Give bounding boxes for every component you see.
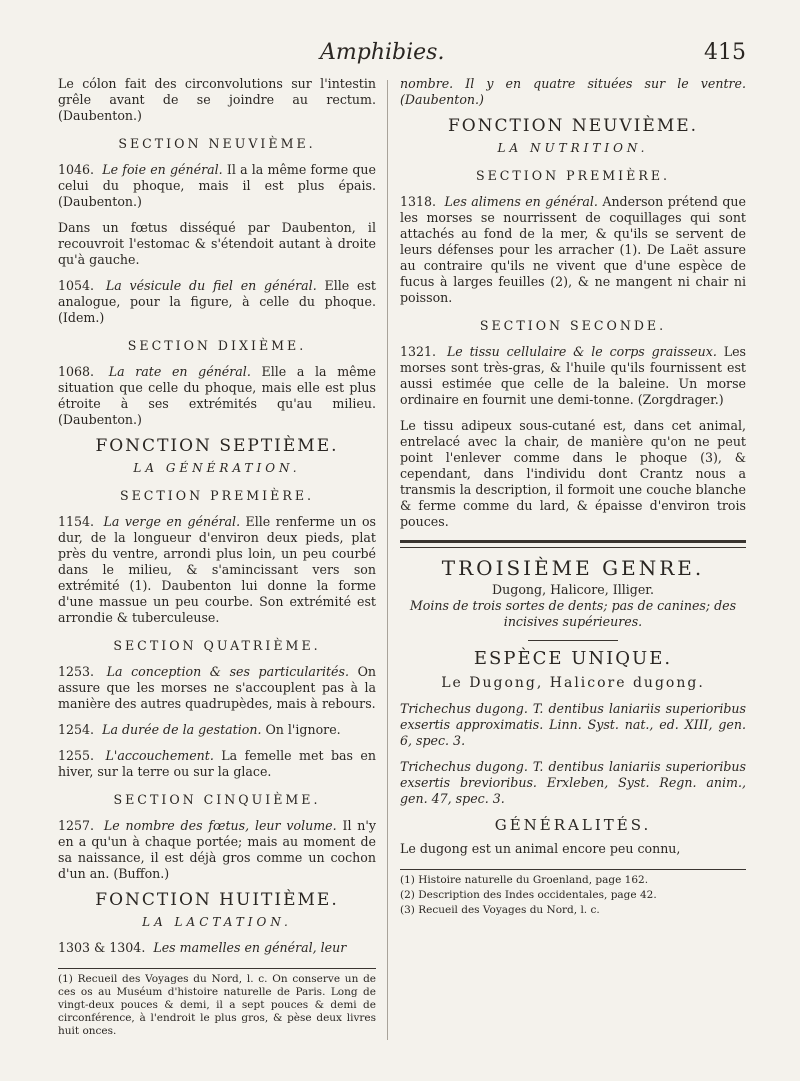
genre-rule-thick xyxy=(400,540,746,543)
footnote: (2) Description des Indes occidentales, page 42. xyxy=(400,889,657,901)
entry-number: 1253. xyxy=(58,664,95,679)
genre-heading: TROISIÈME GENRE. xyxy=(441,556,705,580)
section-heading-neuvieme: SECTION NEUVIÈME. xyxy=(118,136,316,151)
section-heading-cinquieme: SECTION CINQUIÈME. xyxy=(113,792,321,807)
running-title: Amphibies. xyxy=(320,40,445,65)
section-heading-premiere: SECTION PREMIÈRE. xyxy=(475,168,671,183)
paragraph-dugong: Le dugong est un animal encore peu connu, xyxy=(400,841,681,856)
genre-rule-thin xyxy=(400,547,746,548)
fonction-heading-huitieme: FONCTION HUITIÈME. xyxy=(95,890,339,910)
paragraph-tissu: Le tissu adipeux sous-cutané est, dans cet animal, entrelacé avec la chair, de manière qu'on ne peut point l'enlever comme dans le phoque (3), & cependant, dans l'individu dont Crantz nous a transmis la description, il formoit une couche blanche & ferme comme du lard, & épaisse d'environ trois pouces. xyxy=(400,418,746,529)
fonction-subheading-lactation: LA LACTATION. xyxy=(142,915,292,929)
section-heading-seconde: SECTION SECONDE. xyxy=(479,318,667,333)
column-divider xyxy=(387,80,388,1040)
entry-number: 1154. xyxy=(58,514,95,529)
fonction-heading-neuvieme: FONCTION NEUVIÈME. xyxy=(447,116,699,136)
entry-1321 xyxy=(400,344,746,408)
entry-title: La durée de la gestation. xyxy=(102,722,262,737)
entry-title: Les mamelles en général, leur xyxy=(153,940,347,955)
footnote: (3) Recueil des Voyages du Nord, l. c. xyxy=(400,904,600,916)
page-header xyxy=(0,40,800,70)
section-heading-dixieme: SECTION DIXIÈME. xyxy=(127,338,307,353)
ornament-rule xyxy=(528,640,618,641)
entry-title: Le nombre des fœtus, leur volume. xyxy=(103,818,337,833)
entry-text: Il a la même forme que celui du phoque, mais il est plus épais. (Daubenton.) xyxy=(58,162,376,209)
fonction-subheading-nutrition: LA NUTRITION. xyxy=(497,141,649,155)
left-column xyxy=(58,76,376,1040)
entry-title: La rate en général. xyxy=(108,364,251,379)
entry-text: On l'ignore. xyxy=(265,722,341,737)
entry-number: 1068. xyxy=(58,364,95,379)
entry-number: 1257. xyxy=(58,818,95,833)
entry-title: La vésicule du fiel en général. xyxy=(105,278,317,293)
entry-title: La conception & ses particularités. xyxy=(106,664,349,679)
entry-text: Il n'y en a qu'un à chaque portée; mais au moment de sa naissance, il est déjà gros comme un cochon d'un an. (Buffon.) xyxy=(58,818,376,881)
entry-title: La verge en général. xyxy=(103,514,241,529)
genre-name: Dugong, Halicore, Illiger. xyxy=(492,582,654,597)
entry-title: Le foie en général. xyxy=(102,162,223,177)
entry-text: La femelle met bas en hiver, sur la terre ou sur la glace. xyxy=(58,748,376,779)
entry-1154 xyxy=(58,514,376,626)
entry-title: Le tissu cellulaire & le corps graisseux. xyxy=(446,344,717,359)
entry-1318 xyxy=(400,194,746,306)
entry-number: 1046. xyxy=(58,162,95,177)
entry-text: Les morses sont très-gras, & l'huile qu'ils fournissent est aussi estimée que celle de la baleine. Un morse ordinaire en fournit une demi-tonne. (Zorgdrager.) xyxy=(400,344,746,407)
entry-text: On assure que les morses ne s'accouplent pas à la manière des autres quadrupèdes, mais à rebours. xyxy=(58,664,376,711)
fonction-subheading-generation: LA GÉNÉRATION. xyxy=(133,461,301,475)
footnote: (1) Recueil des Voyages du Nord, l. c. On conserve un de ces os au Muséum d'histoire naturelle de Paris. Long de vingt-deux pouces & demi, il a sept pouces & demi de circonférence, à l'endroit le plus gros, & pèse deux livres huit onces. xyxy=(58,973,376,1037)
entry-number: 1254. xyxy=(58,722,95,737)
entry-1054 xyxy=(58,278,376,326)
fonction-heading-septieme: FONCTION SEPTIÈME. xyxy=(95,436,339,456)
page-number: 415 xyxy=(704,40,746,65)
footnotes-left xyxy=(58,973,376,1038)
entry-number: 1318. xyxy=(400,194,437,209)
entry-1046 xyxy=(58,162,376,210)
section-heading-premiere: SECTION PREMIÈRE. xyxy=(119,488,315,503)
entry-1254 xyxy=(58,722,376,738)
entry-number: 1255. xyxy=(58,748,95,763)
entry-text: Anderson prétend que les morses se nourrissent de coquillages qui sont attachés au fond de la mer, & qu'ils se servent de leurs défenses pour les arracher (1). De Laët assure au contraire qu'ils ne vivent que d'une espèce de fucus à larges feuilles (2), & ne mangent ni chair ni poisson. xyxy=(400,194,746,305)
generalites-heading: GÉNÉRALITÉS. xyxy=(494,816,652,834)
entry-number: 1321. xyxy=(400,344,437,359)
right-column xyxy=(400,76,746,919)
entry-title: L'accouchement. xyxy=(105,748,214,763)
paragraph-nombre: nombre. Il y en quatre situées sur le ventre. (Daubenton.) xyxy=(400,76,746,107)
footnote-rule xyxy=(400,869,746,870)
entry-1255 xyxy=(58,748,376,780)
entry-1303 xyxy=(58,940,376,956)
species-name: Le Dugong, Halicore dugong. xyxy=(441,675,705,691)
entry-text: Elle a la même situation que celle du phoque, mais elle est plus étroite à ses extrémités qu'au milieu. (Daubenton.) xyxy=(58,364,377,427)
entry-text: Elle renferme un os dur, de la longueur d'environ deux pieds, plat près du ventre, arrondi plus loin, un peu courbé dans le milieu, & s'amincissant vers son extrémité (1). Daubenton lui donne la forme d'une massue un peu courbe. Son extrémité est arrondie & tuberculeuse. xyxy=(58,514,376,625)
espece-heading: ESPÈCE UNIQUE. xyxy=(473,648,673,669)
entry-number: 1303 & 1304. xyxy=(58,940,146,955)
entry-1068 xyxy=(58,364,376,428)
footnote-rule xyxy=(58,968,376,969)
entry-1257 xyxy=(58,818,376,882)
section-heading-quatrieme: SECTION QUATRIÈME. xyxy=(113,638,321,653)
genre-diagnosis: Moins de trois sortes de dents; pas de canines; des incisives supérieures. xyxy=(409,598,737,629)
entry-text: Elle est analogue, pour la figure, à celle du phoque. (Idem.) xyxy=(58,278,376,325)
synonymy-erxleben: Trichechus dugong. T. dentibus laniariis superioribus exsertis brevioribus. Erxleben, Syst. Regn. anim., gen. 47, spec. 3. xyxy=(400,759,746,806)
entry-number: 1054. xyxy=(58,278,95,293)
footnote: (1) Histoire naturelle du Groenland, page 162. xyxy=(400,874,649,886)
entry-1253 xyxy=(58,664,376,712)
paragraph-colon: Le cólon fait des circonvolutions sur l'intestin grêle avant de se joindre au rectum. (Daubenton.) xyxy=(58,76,376,123)
footnotes-right xyxy=(400,874,746,917)
entry-title: Les alimens en général. xyxy=(444,194,598,209)
synonymy-linnaeus: Trichechus dugong. T. dentibus laniariis superioribus exsertis approximatis. Linn. Syst. nat., ed. XIII, gen. 6, spec. 3. xyxy=(400,701,746,748)
paragraph-foetus: Dans un fœtus disséqué par Daubenton, il recouvroit l'estomac & s'étendoit autant à droite qu'à gauche. xyxy=(58,220,376,267)
